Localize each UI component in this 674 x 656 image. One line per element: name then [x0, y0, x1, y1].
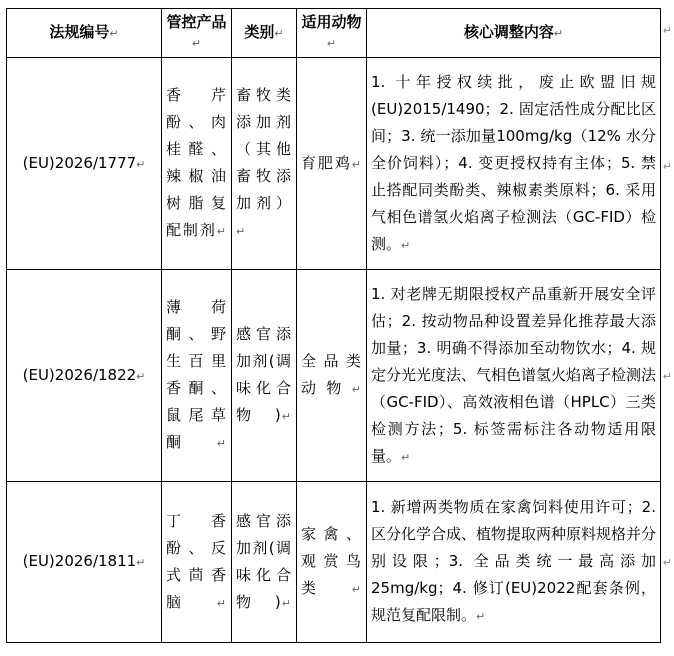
- applicable-animals: 育肥鸡↵: [297, 58, 367, 270]
- category: 感官添加剂(调味化合物)↵: [232, 270, 297, 482]
- row-end-mark: ↵: [662, 24, 672, 37]
- controlled-product: 薄荷酮、野生百里香酮、鼠尾草酮↵: [162, 270, 232, 482]
- header-core-adjustment: 核心调整内容↵: [367, 9, 661, 58]
- applicable-animals: 全品类动物↵: [297, 270, 367, 482]
- applicable-animals: 家禽、观赏鸟类↵: [297, 482, 367, 643]
- table-row: [7, 58, 661, 270]
- regulation-number: (EU)2026/1777↵: [7, 58, 162, 270]
- table-header-row: [7, 9, 661, 58]
- table-row: [7, 270, 661, 482]
- row-end-mark: ↵: [662, 160, 672, 173]
- regulation-number: (EU)2026/1822↵: [7, 270, 162, 482]
- table-row: [7, 482, 661, 643]
- controlled-product: 香芹酚、肉桂醛、辣椒油树脂复配制剂↵: [162, 58, 232, 270]
- row-end-mark: ↵: [662, 370, 672, 383]
- header-category: 类别↵: [232, 9, 297, 58]
- row-end-mark: ↵: [662, 556, 672, 569]
- category: 感官添加剂(调味化合物)↵: [232, 482, 297, 643]
- regulation-number: (EU)2026/1811↵: [7, 482, 162, 643]
- header-controlled-product: 管控产品↵: [162, 9, 232, 58]
- regulation-table: [6, 8, 661, 643]
- controlled-product: 丁香酚、反式茴香脑↵: [162, 482, 232, 643]
- core-adjustment: 1. 十年授权续批，废止欧盟旧规(EU)2015/1490；2. 固定活性成分配比区间；3. 统一添加量100mg/kg（12% 水分全价饲料）；4. 变更授权持有主体；5. 禁止搭配同类酚类、辣椒素类原料；6. 采用气相色谱氢火焰离子检测法（GC-FID）检测。↵: [367, 58, 661, 270]
- category: 畜牧类添加剂（其他畜牧添加剂）↵: [232, 58, 297, 270]
- header-applicable-animals: 适用动物↵: [297, 9, 367, 58]
- core-adjustment: 1. 对老牌无期限授权产品重新开展安全评估；2. 按动物品种设置差异化推荐最大添加量；3. 明确不得添加至动物饮水；4. 规定分光光度法、气相色谱氢火焰离子检测法（GC-FID）、高效液相色谱（HPLC）三类检测方法；5. 标签需标注各动物适用限量。↵: [367, 270, 661, 482]
- header-regulation-number: 法规编号↵: [7, 9, 162, 58]
- core-adjustment: 1. 新增两类物质在家禽饲料使用许可；2. 区分化学合成、植物提取两种原料规格并分别设限；3. 全品类统一最高添加25mg/kg；4. 修订(EU)2022配套条例，规范复配限制。↵: [367, 482, 661, 643]
